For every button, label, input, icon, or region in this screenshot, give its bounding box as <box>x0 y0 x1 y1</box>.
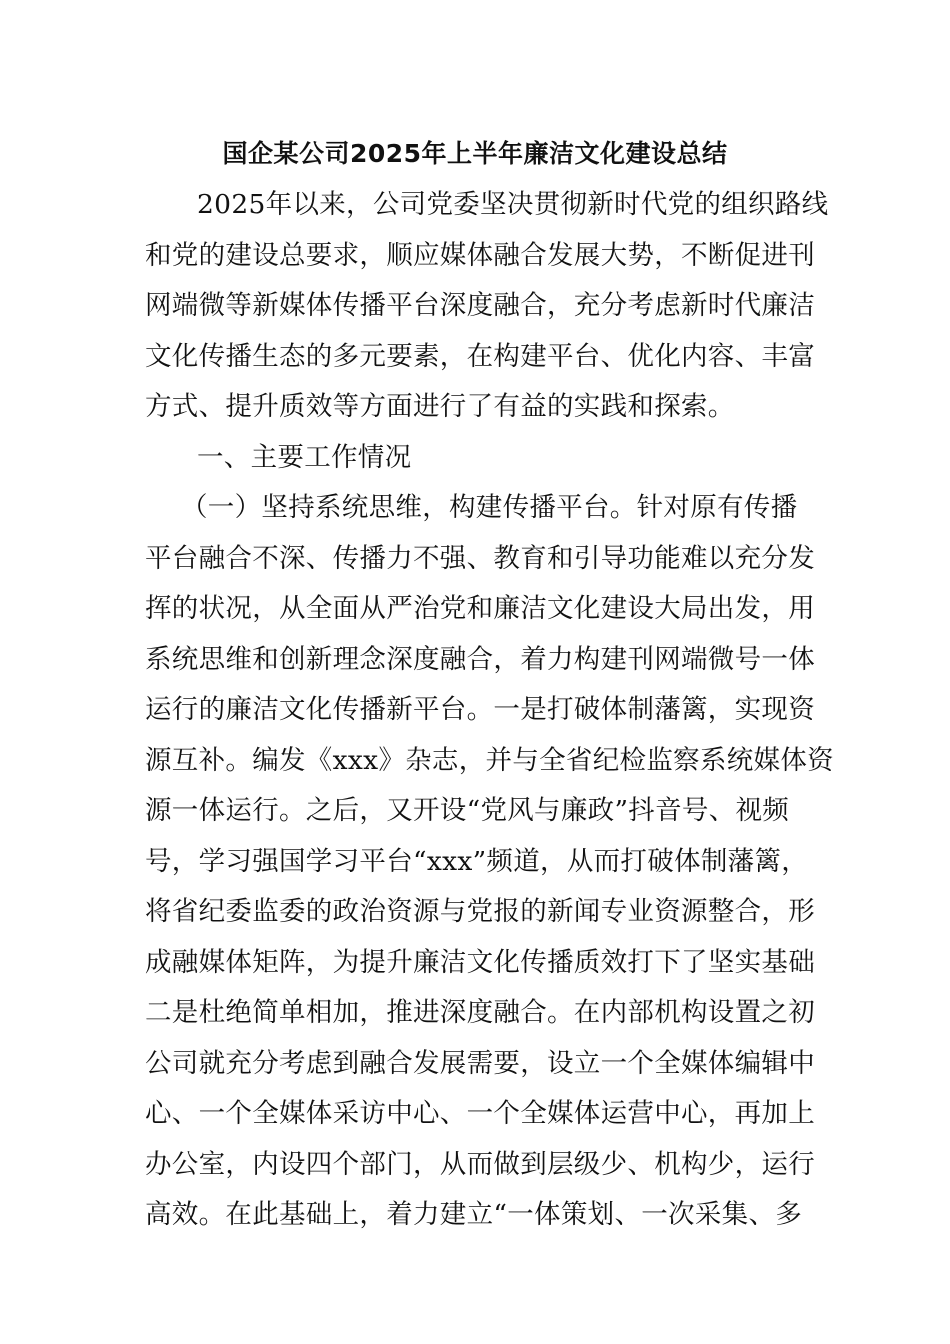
document-title: 国企某公司2025年上半年廉洁文化建设总结 <box>222 139 728 168</box>
paragraph-line: 心、一个全媒体采访中心、一个全媒体运营中心，再加上 <box>145 1098 815 1129</box>
paragraph-line: 系统思维和创新理念深度融合，着力构建刊网端微号一体 <box>145 643 815 675</box>
paragraph-line: 将省纪委监委的政治资源与党报的新闻专业资源整合，形 <box>145 896 815 927</box>
paragraph-line: 和党的建设总要求，顺应媒体融合发展大势，不断促进刊 <box>145 239 815 271</box>
paragraph-line: 高效。在此基础上，着力建立“一体策划、一次采集、多 <box>145 1199 803 1230</box>
paragraph-line: 办公室，内设四个部门，从而做到层级少、机构少，运行 <box>145 1148 815 1180</box>
paragraph-line: 公司就充分考虑到融合发展需要，设立一个全媒体编辑中 <box>145 1047 815 1079</box>
paragraph-line: 源互补。编发《xxx》杂志，并与全省纪检监察系统媒体资 <box>145 744 834 776</box>
paragraph-line: 号，学习强国学习平台“xxx”频道，从而打破体制藩篱， <box>145 845 809 877</box>
paragraph-line: 文化传播生态的多元要素，在构建平台、优化内容、丰富 <box>145 340 815 372</box>
section-heading: 一、主要工作情况 <box>197 441 412 473</box>
paragraph-line: 网端微等新媒体传播平台深度融合，充分考虑新时代廉洁 <box>145 290 815 321</box>
paragraph-line: 二是杜绝简单相加，推进深度融合。在内部机构设置之初 <box>145 997 815 1028</box>
paragraph-line: 挥的状况，从全面从严治党和廉洁文化建设大局出发，用 <box>145 593 815 624</box>
paragraph-line: 平台融合不深、传播力不强、教育和引导功能难以充分发 <box>145 542 815 574</box>
document-body <box>145 180 834 1241</box>
paragraph-line: 运行的廉洁文化传播新平台。一是打破体制藩篱，实现资 <box>145 694 815 725</box>
paragraph-line: 源一体运行。之后，又开设“党风与廉政”抖音号、视频 <box>145 795 790 826</box>
paragraph-line: 方式、提升质效等方面进行了有益的实践和探索。 <box>145 391 735 422</box>
paragraph-line: （一）坚持系统思维，构建传播平台。针对原有传播 <box>181 492 798 523</box>
paragraph-line: 2025年以来，公司党委坚决贯彻新时代党的组织路线 <box>197 189 829 220</box>
paragraph-line: 成融媒体矩阵，为提升廉洁文化传播质效打下了坚实基础 <box>145 946 815 978</box>
